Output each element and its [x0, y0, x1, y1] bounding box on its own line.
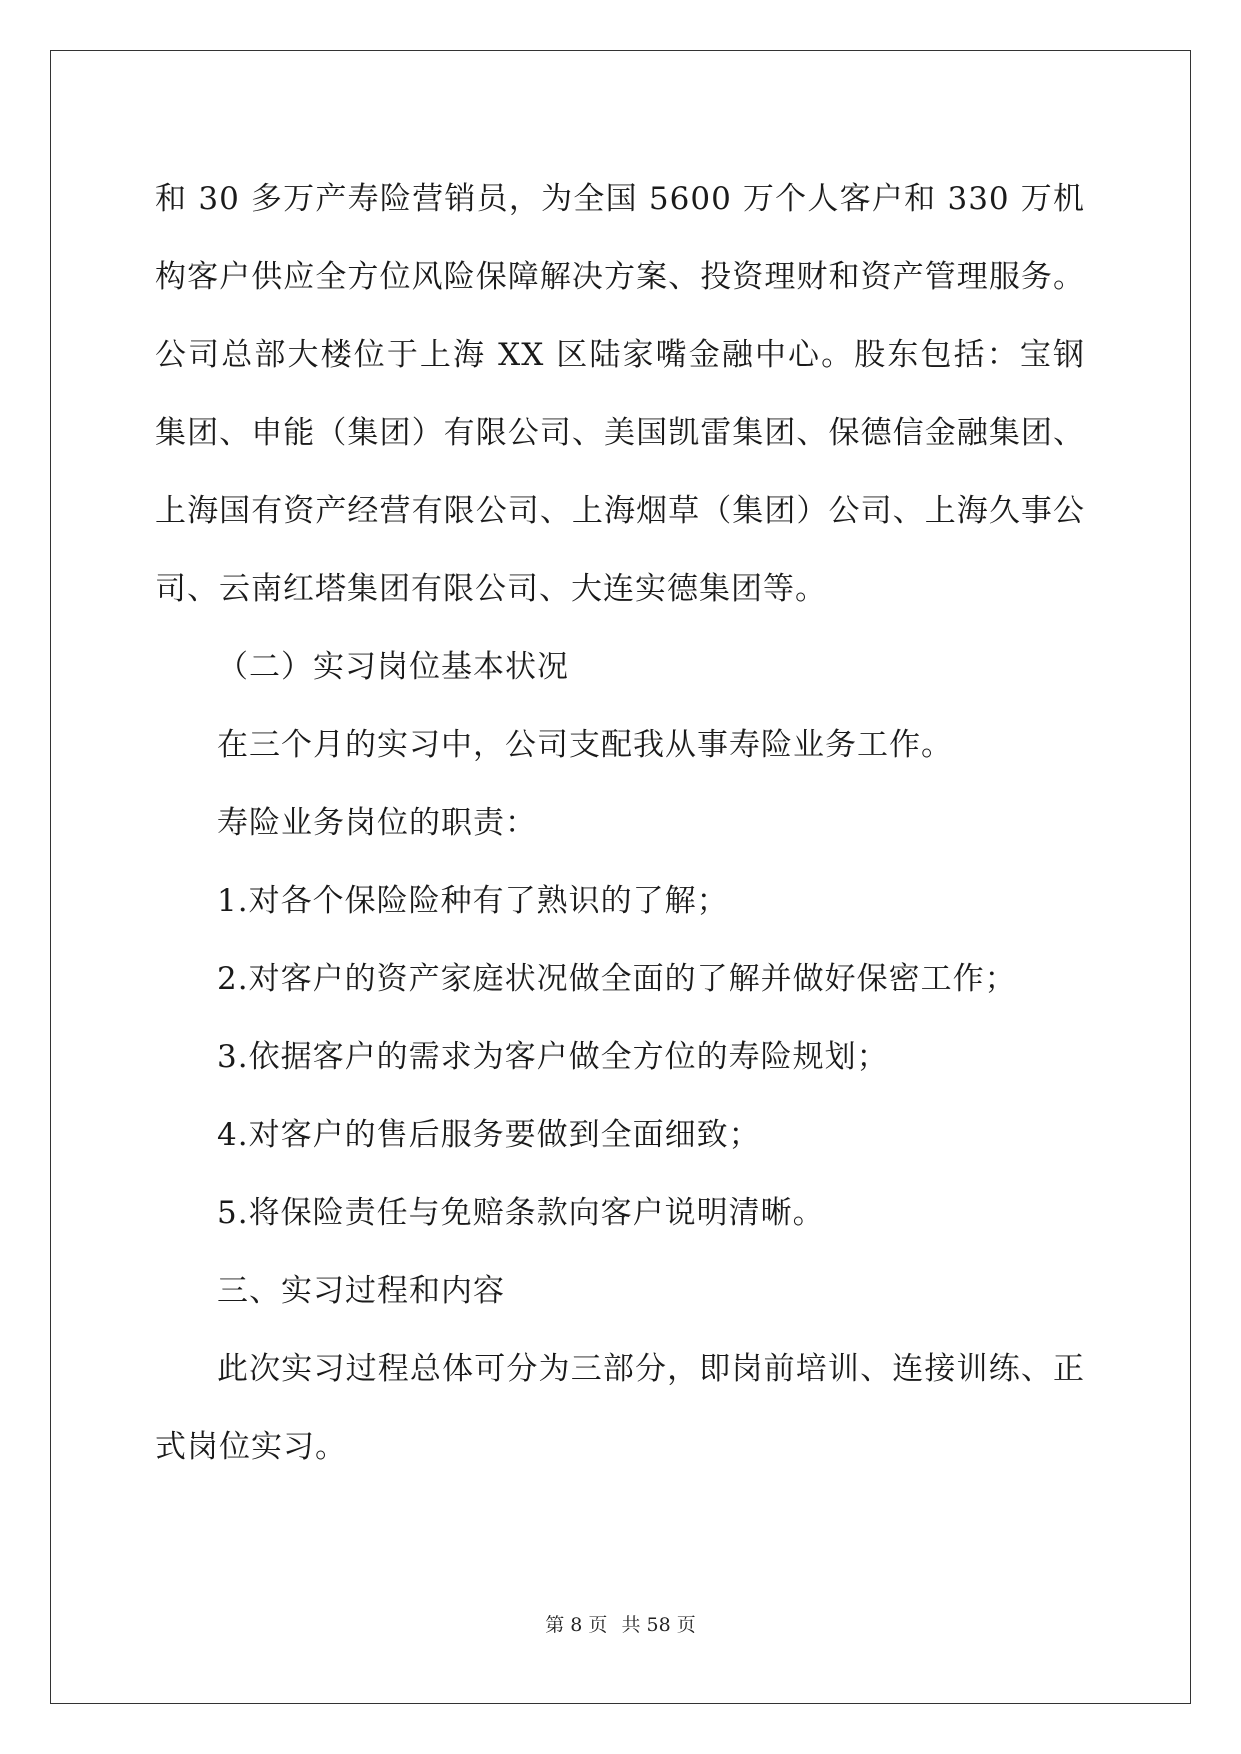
paragraph-company-intro: 和 30 多万产寿险营销员，为全国 5600 万个人客户和 330 万机构客户供应全方位风险保障解决方案、投资理财和资产管理服务。公司总部大楼位于上海 XX 区陆家嘴金融中心。股东包括：宝钢集团、申能（集团）有限公司、美国凯雷集团、保德信金融集团、上海国有资产经营有限公司、上海烟草（集团）公司、上海久事公司、云南红塔集团有限公司、大连实德集团等。 [155, 181, 1085, 607]
list-item-duty-1: 1.对各个保险险种有了熟识的了解； [217, 883, 729, 919]
list-item-duty-3: 3.依据客户的需求为客户做全方位的寿险规划； [217, 1039, 889, 1075]
paragraph-assignment: 在三个月的实习中，公司支配我从事寿险业务工作。 [217, 727, 953, 763]
page-number: 第 8 页 [545, 1614, 608, 1636]
document-body [155, 160, 1085, 1486]
paragraph-process-summary: 此次实习过程总体可分为三部分，即岗前培训、连接训练、正式岗位实习。 [155, 1351, 1085, 1465]
heading-internship-position: （二）实习岗位基本状况 [217, 649, 569, 685]
heading-internship-process: 三、实习过程和内容 [217, 1273, 505, 1309]
page-total: 共 58 页 [621, 1614, 696, 1636]
list-item-duty-4: 4.对客户的售后服务要做到全面细致； [217, 1117, 761, 1153]
list-item-duty-2: 2.对客户的资产家庭状况做全面的了解并做好保密工作； [217, 961, 1017, 997]
paragraph-duties-title: 寿险业务岗位的职责： [217, 805, 537, 841]
list-item-duty-5: 5.将保险责任与免赔条款向客户说明清晰。 [217, 1195, 825, 1231]
page-footer [0, 1610, 1241, 1637]
